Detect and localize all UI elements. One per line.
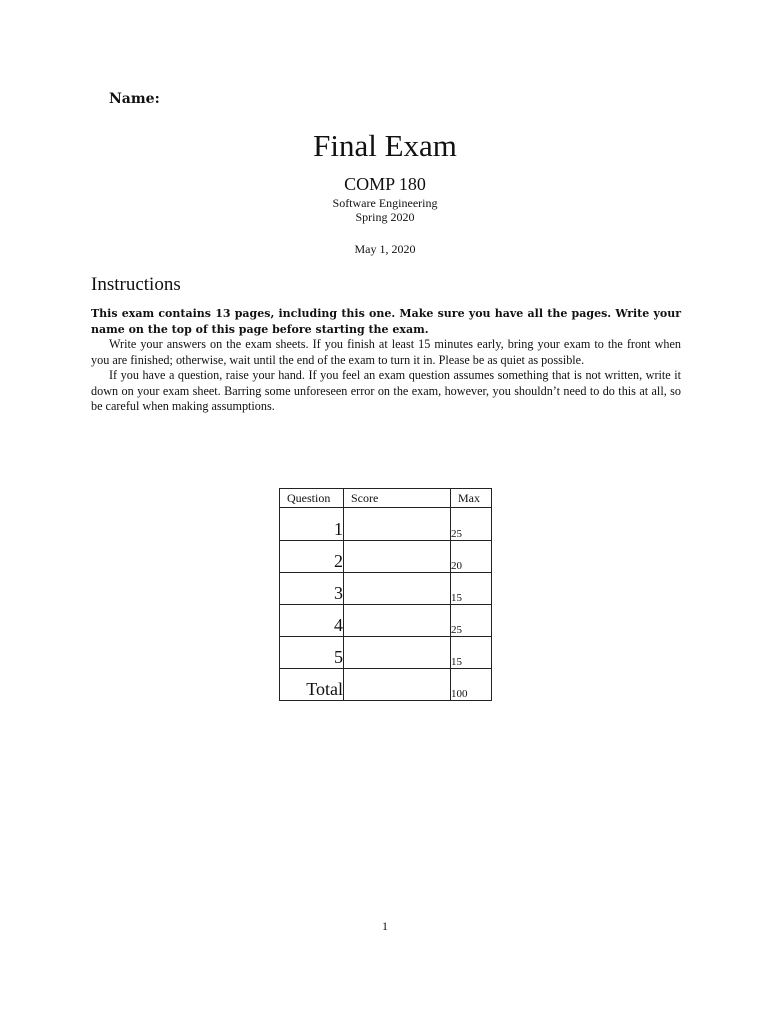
question-number: 5 — [280, 637, 344, 669]
instructions-paragraph: If you have a question, raise your hand. If you feel an exam question assumes something that is not written, write it down on your exam sheet. Barring some unforeseen error on the exam, however, you shouldn’t need to do this at all, so be careful when making assumptions. — [91, 368, 681, 413]
page-number: 1 — [382, 919, 388, 933]
question-number: 3 — [280, 573, 344, 605]
score-cell — [344, 637, 451, 669]
table-row — [280, 508, 492, 541]
course-name: Software Engineering — [332, 196, 438, 210]
score-cell — [344, 605, 451, 637]
total-max-points: 100 — [451, 669, 492, 701]
score-cell — [344, 508, 451, 541]
max-points: 25 — [451, 508, 492, 541]
table-row — [280, 637, 492, 669]
max-points: 15 — [451, 637, 492, 669]
column-header-question: Question — [280, 489, 344, 508]
total-row — [280, 669, 492, 701]
total-score-cell — [344, 669, 451, 701]
instructions-heading: Instructions — [91, 274, 181, 295]
max-points: 25 — [451, 605, 492, 637]
instructions-body — [91, 306, 681, 415]
instructions-paragraph: This exam contains 13 pages, including this one. Make sure you have all the pages. Write your name on the top of this page before starting the exam. — [91, 307, 681, 336]
table-row — [280, 573, 492, 605]
question-number: 1 — [280, 508, 344, 541]
exam-date: May 1, 2020 — [354, 242, 416, 256]
grade-table-header-row — [280, 489, 492, 508]
total-label: Total — [280, 669, 344, 701]
table-row — [280, 541, 492, 573]
course-term: Spring 2020 — [355, 210, 415, 224]
instructions-paragraph: Write your answers on the exam sheets. If you finish at least 15 minutes early, bring your exam to the front when you are finished; otherwise, wait until the end of the exam to turn it in. Please be as quiet as possible. — [91, 337, 681, 367]
column-header-max: Max — [451, 489, 492, 508]
column-header-score: Score — [344, 489, 451, 508]
question-number: 4 — [280, 605, 344, 637]
table-row — [280, 605, 492, 637]
name-label: Name: — [109, 91, 160, 107]
course-code: COMP 180 — [344, 174, 426, 194]
max-points: 20 — [451, 541, 492, 573]
score-cell — [344, 573, 451, 605]
page-title: Final Exam — [313, 128, 457, 163]
grade-table — [279, 488, 492, 701]
max-points: 15 — [451, 573, 492, 605]
score-cell — [344, 541, 451, 573]
question-number: 2 — [280, 541, 344, 573]
